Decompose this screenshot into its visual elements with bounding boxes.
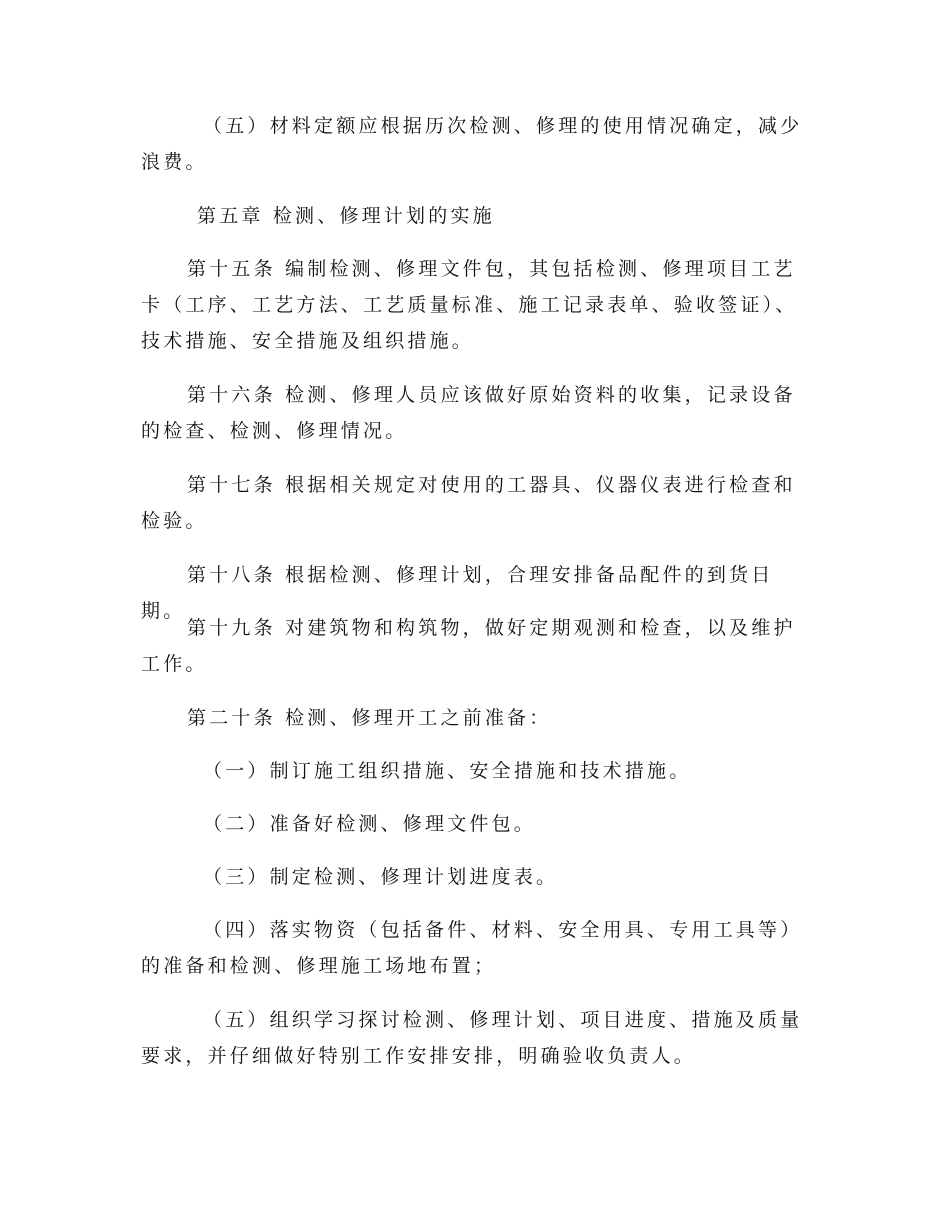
paragraph-item-5-material-quota: （五）材料定额应根据历次检测、修理的使用情况确定，减少浪费。 [141, 115, 803, 173]
paragraph-article-19: 第十九条 对建筑物和构筑物，做好定期观测和检查，以及维护工作。 [141, 617, 796, 675]
chapter-heading: 第五章 检测、修理计划的实施 [197, 205, 495, 227]
paragraph-article-16: 第十六条 检测、修理人员应该做好原始资料的收集，记录设备的检查、检测、修理情况。 [141, 384, 796, 442]
paragraph-item-1: （一）制订施工组织措施、安全措施和技术措施。 [203, 760, 692, 782]
paragraph-article-18: 第十八条 根据检测、修理计划，合理安排备品配件的到货日期。 [141, 564, 774, 622]
paragraph-item-4: （四）落实物资（包括备件、材料、安全用具、专用工具等）的准备和检测、修理施工场地布置； [141, 919, 803, 977]
paragraph-item-3: （三）制定检测、修理计划进度表。 [203, 866, 559, 888]
paragraph-item-2: （二）准备好检测、修理文件包。 [203, 813, 537, 835]
paragraph-article-20: 第二十条 检测、修理开工之前准备： [187, 707, 552, 729]
paragraph-article-17: 第十七条 根据相关规定对使用的工器具、仪器仪表进行检查和检验。 [141, 474, 796, 532]
paragraph-article-15: 第十五条 编制检测、修理文件包，其包括检测、修理项目工艺卡（工序、工艺方法、工艺质量标准、施工记录表单、验收签证）、技术措施、安全措施及组织措施。 [141, 258, 798, 352]
paragraph-item-5-study: （五）组织学习探讨检测、修理计划、项目进度、措施及质量要求，并仔细做好特别工作安排安排，明确验收负责人。 [141, 1009, 803, 1067]
